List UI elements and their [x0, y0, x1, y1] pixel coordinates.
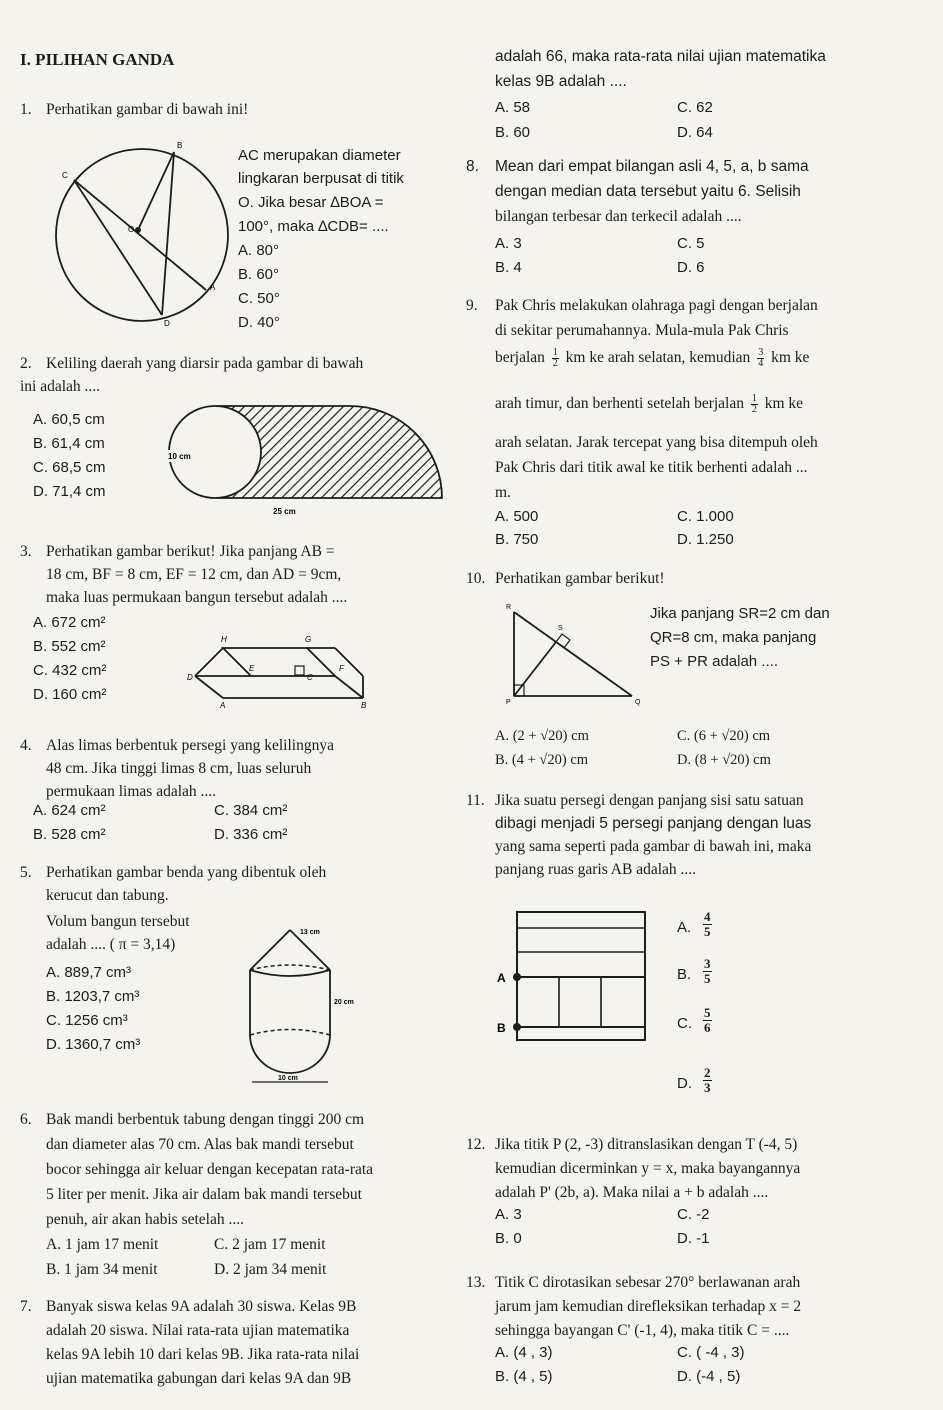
question-stem: adalah 20 siswa. Nilai rata-rata ujian matematika [46, 1322, 350, 1339]
cone-base-back [250, 965, 330, 970]
option-b[interactable]: B. 60 [495, 124, 531, 141]
fraction [751, 394, 758, 415]
question-stem: Pak Chris dari titik awal ke titik berhenti adalah ... [495, 459, 808, 476]
question-stem: Alas limas berbentuk persegi yang kelilingnya [46, 737, 334, 754]
cone-edge [290, 930, 330, 970]
question-stem: Jika suatu persegi dengan panjang sisi satu satuan [495, 792, 804, 809]
text-part: km ke [771, 349, 810, 367]
denominator: 6 [704, 1020, 711, 1035]
section-title: I. PILIHAN GANDA [20, 50, 175, 69]
question-text-line: 100°, maka ∆CDB= .... [238, 218, 389, 235]
question-number: 3. [20, 543, 32, 560]
question-stem: jarum jam kemudian direfleksikan terhadap x = 2 [495, 1298, 802, 1315]
option-a[interactable]: A. 500 [495, 508, 539, 525]
label-a: A [497, 971, 506, 985]
text-part: berjalan [495, 349, 545, 367]
option-d[interactable]: D. 2 jam 34 menit [214, 1261, 327, 1278]
question-stem: di sekitar perumahannya. Mula-mula Pak Chris [495, 322, 789, 339]
denominator: 2 [552, 358, 558, 369]
option-d[interactable]: D. (-4 , 5) [677, 1368, 741, 1385]
option-d[interactable]: D. 160 cm² [33, 686, 107, 703]
option-c[interactable]: C. 5 [677, 235, 705, 252]
option-b[interactable]: B. (4 , 5) [495, 1368, 553, 1385]
numerator: 4 [704, 909, 711, 924]
circle-diagram [40, 140, 240, 330]
question-text-line: Jika panjang SR=2 cm dan [650, 605, 830, 622]
question-stem: dibagi menjadi 5 persegi panjang dengan luas [495, 815, 812, 832]
option-c[interactable]: C. 1.000 [677, 508, 734, 525]
edge [335, 676, 363, 698]
question-number: 2. [20, 355, 32, 372]
numerator: 3 [704, 956, 711, 971]
question-text-line: lingkaran berpusat di titik [238, 170, 404, 187]
option-c[interactable]: C. (6 + √20) cm [677, 728, 771, 744]
option-d[interactable]: D. 71,4 cm [33, 483, 106, 500]
question-stem: bilangan terbesar dan terkecil adalah .... [495, 208, 742, 225]
question-stem: yang sama seperti pada gambar di bawah ini, maka [495, 838, 812, 855]
option-a[interactable]: A. 1 jam 17 menit [46, 1236, 159, 1253]
option-b[interactable]: B. 0 [495, 1230, 522, 1247]
prism-top [223, 648, 335, 676]
question-stem: Keliling daerah yang diarsir pada gambar di bawah [46, 355, 364, 372]
option-d[interactable]: D. -1 [677, 1230, 710, 1247]
question-stem: Perhatikan gambar di bawah ini! [46, 101, 249, 118]
option-letter: D. [677, 1075, 692, 1092]
option-c[interactable]: C. ( -4 , 3) [677, 1344, 745, 1361]
question-number: 8. [466, 158, 479, 175]
option-letter: A. [677, 919, 692, 936]
question-number: 5. [20, 864, 32, 881]
cone-edge [250, 930, 290, 970]
option-a[interactable]: A. 672 cm² [33, 614, 106, 631]
question-stem: Pak Chris melakukan olahraga pagi dengan berjalan [495, 297, 818, 314]
question-text-line: AC merupakan diameter [238, 147, 401, 164]
question-stem: dengan median data tersebut yaitu 6. Selisih [495, 183, 801, 200]
side-rq [514, 612, 632, 696]
question-number: 9. [466, 297, 478, 314]
question-stem: kemudian dicerminkan y = x, maka bayangannya [495, 1160, 801, 1177]
option-b[interactable]: B. 1 jam 34 menit [46, 1261, 158, 1278]
question-stem: Mean dari empat bilangan asli 4, 5, a, b sama [495, 158, 809, 175]
denominator: 3 [704, 1080, 711, 1095]
question-number: 1. [20, 101, 32, 118]
question-number: 7. [20, 1298, 32, 1315]
option-b[interactable]: B. 750 [495, 531, 539, 548]
denominator: 5 [704, 924, 711, 939]
square-partition-diagram [495, 900, 655, 1040]
cone-base-front [250, 970, 330, 976]
option-c[interactable]: C. 2 jam 17 menit [214, 1236, 326, 1253]
option-a[interactable]: A. 60,5 cm [33, 411, 105, 428]
question-stem: 18 cm, BF = 8 cm, EF = 12 cm, dan AD = 9cm, [46, 566, 342, 583]
option-a[interactable]: A. 80° [238, 242, 280, 259]
question-stem-fractions [495, 348, 809, 369]
label-b: B [361, 701, 367, 710]
numerator: 1 [552, 347, 558, 358]
option-a[interactable]: A. 624 cm² [33, 802, 106, 819]
question-stem: Jika titik P (2, -3) ditranslasikan dengan T (-4, 5) [495, 1136, 798, 1153]
label-top: 13 cm [300, 929, 320, 936]
question-number: 6. [20, 1111, 32, 1128]
point-b [513, 1023, 521, 1031]
label-s: S [558, 625, 563, 632]
hemisphere [250, 1035, 330, 1073]
question-stem: kerucut dan tabung. [46, 887, 169, 904]
question-stem: dan diameter alas 70 cm. Alas bak mandi tersebut [46, 1136, 354, 1153]
denominator: 5 [704, 971, 711, 986]
question-text-line: PS + PR adalah .... [650, 653, 778, 670]
question-stem: penuh, air akan habis setelah .... [46, 1211, 244, 1228]
chord-cd [74, 180, 162, 315]
option-fraction [703, 910, 712, 939]
question-stem: sehingga bayangan C' (-1, 4), maka titik C = .... [495, 1322, 790, 1339]
question-stem: maka luas permukaan bangun tersebut adalah .... [46, 589, 348, 606]
option-letter: C. [677, 1015, 692, 1032]
question-stem: Banyak siswa kelas 9A adalah 30 siswa. Kelas 9B [46, 1298, 357, 1315]
cone-cylinder-diagram [238, 920, 378, 1090]
question-number: 11. [466, 792, 485, 809]
question-stem: panjang ruas garis AB adalah .... [495, 861, 697, 878]
option-b[interactable]: B. 552 cm² [33, 638, 106, 655]
shaded-region-diagram [165, 396, 465, 526]
label-b: B [497, 1021, 506, 1035]
question-stem: arah selatan. Jarak tercepat yang bisa ditempuh oleh [495, 434, 818, 451]
edge [195, 676, 223, 698]
question-stem: Perhatikan gambar berikut! Jika panjang AB = [46, 543, 335, 560]
question-stem-fractions [495, 394, 803, 415]
question-stem: Perhatikan gambar berikut! [495, 570, 665, 587]
fraction [757, 348, 764, 369]
option-b[interactable]: B. 528 cm² [33, 826, 106, 843]
option-d[interactable]: D. 6 [677, 259, 705, 276]
triangle-diagram [498, 600, 648, 710]
label-q: Q [635, 699, 641, 706]
option-c[interactable]: C. 68,5 cm [33, 459, 106, 476]
question-stem: kelas 9B adalah .... [495, 73, 627, 90]
diameter-ac [74, 180, 206, 290]
question-number: 10. [466, 570, 486, 587]
label-bottom: 10 cm [278, 1075, 298, 1082]
question-stem: adalah P' (2b, a). Maka nilai a + b adalah .... [495, 1184, 769, 1201]
question-stem: adalah 66, maka rata-rata nilai ujian matematika [495, 48, 826, 65]
option-d[interactable]: D. 40° [238, 314, 280, 331]
label-a: A [220, 701, 226, 710]
question-number: 4. [20, 737, 32, 754]
label-e: E [249, 664, 255, 673]
label-d: D [187, 673, 193, 682]
option-letter: B. [677, 966, 692, 983]
center-point [135, 227, 141, 233]
text-part: arah timur, dan berhenti setelah berjalan [495, 395, 744, 413]
numerator: 2 [704, 1065, 711, 1080]
fraction [552, 348, 559, 369]
question-text-line: Volum bangun tersebut [46, 913, 190, 930]
text-part: km ke arah selatan, kemudian [565, 349, 751, 367]
altitude-ps [514, 642, 556, 696]
numerator: 3 [758, 347, 764, 358]
option-c[interactable]: C. 384 cm² [214, 802, 288, 819]
question-stem: Titik C dirotasikan sebesar 270° berlawanan arah [495, 1274, 801, 1291]
text-part: km ke [764, 395, 804, 413]
hemisphere-top-back [250, 1030, 330, 1036]
option-b[interactable]: B. 4 [495, 259, 522, 276]
option-d[interactable]: D. (8 + √20) cm [677, 752, 771, 768]
option-d[interactable]: D. 1360,7 cm³ [46, 1036, 141, 1053]
option-fraction [703, 1006, 712, 1035]
option-c[interactable]: C. 432 cm² [33, 662, 107, 679]
option-c[interactable]: C. 1256 cm³ [46, 1012, 128, 1029]
option-b[interactable]: B. (4 + √20) cm [495, 752, 589, 768]
option-d[interactable]: D. 64 [677, 124, 713, 141]
label-c: C [307, 673, 313, 682]
question-stem: 5 liter per menit. Jika air dalam bak mandi tersebut [46, 1186, 362, 1203]
question-text-line: O. Jika besar ∆BOA = [238, 194, 384, 211]
numerator: 5 [704, 1005, 711, 1020]
denominator: 2 [751, 404, 757, 415]
question-number: 13. [466, 1274, 486, 1291]
question-stem: permukaan limas adalah .... [46, 783, 217, 800]
option-fraction [703, 957, 712, 986]
label-o: O [128, 225, 135, 234]
option-a[interactable]: A. 3 [495, 1206, 522, 1223]
label-d: D [164, 319, 170, 328]
option-c[interactable]: C. 62 [677, 99, 713, 116]
question-stem: kelas 9A lebih 10 dari kelas 9B. Jika rata-rata nilai [46, 1346, 360, 1363]
question-text-line: QR=8 cm, maka panjang [650, 629, 817, 646]
question-stem: ujian matematika gabungan dari kelas 9A dan 9B [46, 1370, 352, 1387]
option-a[interactable]: A. 3 [495, 235, 522, 252]
label-p: P [506, 699, 511, 706]
chord-bd [162, 152, 174, 315]
label-f: F [339, 664, 344, 673]
question-stem: bocor sehingga air keluar dengan kecepatan rata-rata [46, 1161, 374, 1178]
option-fraction [703, 1066, 712, 1095]
label-side: 20 cm [334, 999, 354, 1006]
label-g: G [305, 635, 312, 644]
label-h: H [221, 635, 227, 644]
question-text-line: adalah .... ( π = 3,14) [46, 936, 176, 953]
option-d[interactable]: D. 336 cm² [214, 826, 288, 843]
question-stem: ini adalah .... [20, 378, 101, 395]
option-c[interactable]: C. 50° [238, 290, 280, 307]
label-width: 25 cm [273, 507, 296, 516]
label-b: B [177, 141, 183, 150]
denominator: 4 [758, 358, 764, 369]
option-b[interactable]: B. 60° [238, 266, 280, 283]
option-a[interactable]: A. (4 , 3) [495, 1344, 553, 1361]
question-number: 12. [466, 1136, 486, 1153]
point-a [513, 973, 521, 981]
option-c[interactable]: C. -2 [677, 1206, 710, 1223]
numerator: 1 [751, 393, 757, 404]
circle-shape [56, 149, 228, 321]
option-a[interactable]: A. 58 [495, 99, 531, 116]
question-stem: m. [495, 484, 511, 501]
option-d[interactable]: D. 1.250 [677, 531, 734, 548]
right-angle-mark [295, 666, 304, 675]
label-r: R [506, 604, 512, 611]
option-a[interactable]: A. (2 + √20) cm [495, 728, 589, 744]
option-b[interactable]: B. 61,4 cm [33, 435, 105, 452]
label-height: 10 cm [168, 452, 191, 461]
prism-diagram [187, 620, 375, 710]
question-stem: Perhatikan gambar benda yang dibentuk oleh [46, 864, 327, 881]
option-b[interactable]: B. 1203,7 cm³ [46, 988, 140, 1005]
label-a: A [210, 283, 216, 292]
question-stem: 48 cm. Jika tinggi limas 8 cm, luas seluruh [46, 760, 312, 777]
label-c: C [62, 171, 68, 180]
edge [195, 648, 223, 676]
question-stem: Bak mandi berbentuk tabung dengan tinggi 200 cm [46, 1111, 365, 1128]
shaded-area [215, 406, 442, 498]
option-a[interactable]: A. 889,7 cm³ [46, 964, 132, 981]
